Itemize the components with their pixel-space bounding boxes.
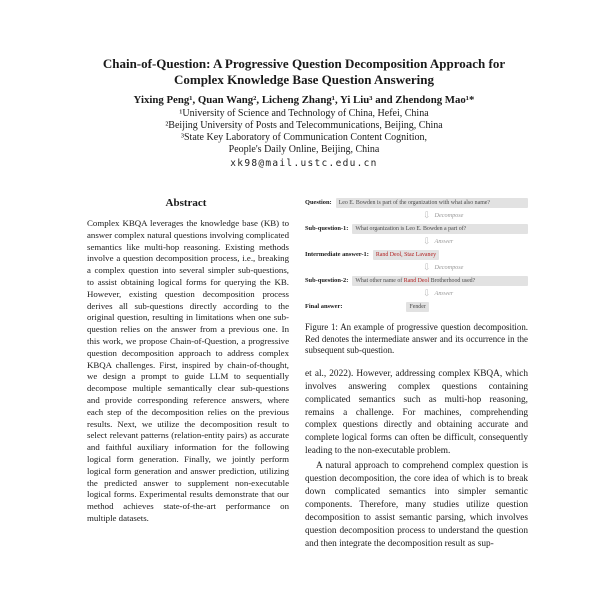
answer-label: Answer [434, 290, 454, 297]
final-answer-box: Fender [406, 302, 428, 312]
down-arrow-icon: ⇩ [423, 236, 431, 246]
intermediate-answer-1-row [305, 249, 528, 260]
down-arrow-icon: ⇩ [423, 262, 431, 272]
affiliation-2: ²Beijing University of Posts and Telecommunications, Beijing, China [165, 120, 443, 131]
author-line: Yixing Peng¹, Quan Wang², Licheng Zhang¹, Yi Liu³ and Zhendong Mao¹* [133, 94, 475, 106]
body-paragraph-2: A natural approach to comprehend complex question is question decomposition, the core idea of which is to break down complicated semantics into simpler semantic components. Therefore, many studies utilize question decomposition to assist semantic parsing, which involves question decomposition process to understand the question and then integrate the decomposition result as sup- [305, 461, 528, 549]
final-answer-label: Final answer: [305, 303, 343, 310]
intermediate-answer-1-box: Rand Deol, Staz Lavaney [373, 250, 439, 260]
answer-step-2 [305, 288, 528, 299]
decompose-step-1 [305, 210, 528, 221]
two-column-body [80, 195, 528, 550]
figure-1 [305, 197, 528, 357]
answer-step-1 [305, 236, 528, 247]
sub-question-1-box: What organization is Leo E. Bowden a part of? [352, 224, 528, 234]
final-answer-row [305, 301, 528, 312]
decomposition-diagram [305, 197, 528, 312]
answer-label: Answer [434, 238, 454, 245]
sub-question-2-label: Sub-question-2: [305, 277, 349, 284]
sub-question-2-answer-occurrence: Rand Deol [403, 277, 430, 284]
decompose-label: Decompose [434, 212, 464, 219]
contact-email: xk98@mail.ustc.edu.cn [230, 158, 378, 169]
abstract-text: Complex KBQA leverages the knowledge base (KB) to answer complex natural questions involving complicated semantics like multi-hop reasoning. Existing methods involve a question decomposition process, i.e., breaking a complex question into several simpler sub-questions, to assist obtaining logical forms for querying the KB. However, existing question decomposition process derives all sub-questions directly according to the original question, resulting in limitations when one sub-question relies on the answer from a previous one. In this work, we propose Chain-of-Question, a progressive question decomposition approach to address complex KBQA challenges. First, inspired by chain-of-thought, we design a prompt to guide LLM to sequentially decompose multiple semantically clear sub-questions and provide corresponding reference answers, where each step of the decomposition relies on the previous results. Next, we utilize the decomposition result to select relevant patterns (relation-entity pairs) as accurate and faithful auxiliary information for the following logical form generation. Finally, we jointly perform logical form generation and answer prediction, utilizing the predicted answer to supplement non-executable logical forms. Experimental results demonstrate that our method achieves state-of-the-art performance on multiple datasets. [87, 218, 289, 523]
affiliation-4: People's Daily Online, Beijing, China [228, 144, 380, 155]
body-paragraph-1: et al., 2022). However, addressing complex KBQA, which involves answering complex questions containing complicated semantics such as multi-hop reasoning, remains a challenge. For machines, comprehending complex questions directly and obtaining accurate and complete logical forms can often be difficult, consequently leading to the non-executable problem. [305, 368, 528, 457]
down-arrow-icon: ⇩ [423, 288, 431, 298]
sub-question-2-suffix: Brotherhood used? [429, 277, 476, 284]
decompose-step-2 [305, 262, 528, 273]
intermediate-answer-1-label: Intermediate answer-1: [305, 251, 369, 258]
sub-question-2-box [352, 276, 528, 286]
figure-1-caption: Figure 1: An example of progressive question decomposition. Red denotes the intermediate answer and its occurrence in the subsequent sub-question. [305, 322, 528, 356]
question-label: Question: [305, 199, 332, 206]
abstract-heading: Abstract [165, 197, 207, 209]
question-box: Leo E. Bowden is part of the organization with what also name? [336, 198, 528, 208]
sub-question-1-label: Sub-question-1: [305, 225, 349, 232]
right-column [305, 195, 528, 550]
affiliation-3: ³State Key Laboratory of Communication Content Cognition, [180, 132, 427, 143]
paper-title: Chain-of-Question: A Progressive Question Decomposition Approach for Complex Knowledge Base Question Answering [102, 56, 506, 87]
affiliation-1: ¹University of Science and Technology of China, Hefei, China [179, 108, 429, 119]
left-column [80, 195, 292, 550]
decompose-label: Decompose [434, 264, 464, 271]
down-arrow-icon: ⇩ [423, 210, 431, 220]
sub-question-2-row [305, 275, 528, 286]
question-row [305, 197, 528, 208]
sub-question-2-prefix: What other name of [355, 277, 404, 284]
sub-question-1-row [305, 223, 528, 234]
